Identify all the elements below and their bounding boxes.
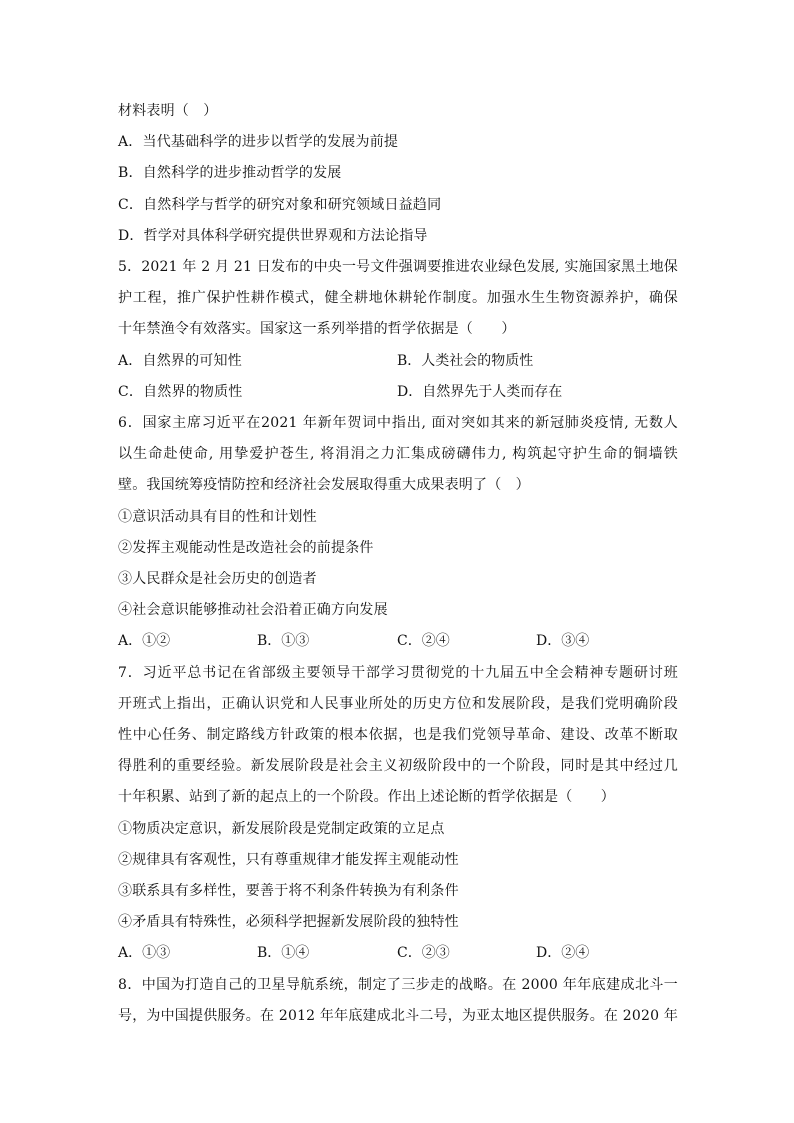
q6-item-1: ①意识活动具有目的性和计划性 <box>118 509 317 525</box>
q7-item-3: ③联系具有多样性，要善于将不利条件转换为有利条件 <box>118 883 459 899</box>
q6-line-1: 6．国家主席习近平在2021 年新年贺词中指出, 面对突如其来的新冠肺炎疫情, 无数人 <box>118 415 678 431</box>
q7-option-c: C．②③ <box>397 945 450 961</box>
q7-line-1: 7．习近平总书记在省部级主要领导干部学习贯彻党的十九届五中全会精神专题研讨班 <box>118 665 678 681</box>
q8-line-1: 8．中国为打造自己的卫星导航系统，制定了三步走的战略。在 2000 年年底建成北斗一 <box>118 977 678 993</box>
q5-line-1: 5．2021 年 2 月 21 日发布的中央一号文件强调要推进农业绿色发展, 实施国家黑土地保 <box>118 259 678 275</box>
q7-line-3: 性中心任务、制定路线方针政策的根本依据，也是我们党领导革命、建设、改革不断取 <box>118 727 678 743</box>
q5-option-c: C．自然界的物质性 <box>118 384 243 400</box>
q6-option-c: C．②④ <box>397 633 450 649</box>
q6-option-d: D．③④ <box>536 633 590 649</box>
q5-option-a: A．自然界的可知性 <box>118 353 242 369</box>
q7-item-2: ②规律具有客观性，只有尊重规律才能发挥主观能动性 <box>118 852 459 868</box>
q5-option-d: D．自然界先于人类而存在 <box>397 384 563 400</box>
q5-option-b: B．人类社会的物质性 <box>397 353 534 369</box>
q4-option-b: B．自然科学的进步推动哲学的发展 <box>118 165 342 181</box>
q5-line-3: 十年禁渔令有效落实。国家这一系列举措的哲学依据是（ ） <box>118 321 516 337</box>
q7-option-b: B．①④ <box>257 945 310 961</box>
q6-option-a: A．①② <box>118 633 171 649</box>
q4-option-d: D．哲学对具体科学研究提供世界观和方法论指导 <box>118 228 428 244</box>
q5-line-2: 护工程，推广保护性耕作模式，健全耕地休耕轮作制度。加强水生生物资源养护，确保 <box>118 290 678 306</box>
q6-line-2: 以生命赴使命, 用挚爱护苍生, 将涓涓之力汇集成磅礴伟力, 构筑起守护生命的铜墙铁 <box>118 446 678 462</box>
q7-line-4: 得胜利的重要经验。新发展阶段是社会主义初级阶段中的一个阶段，同时是其中经过几 <box>118 758 678 774</box>
q4-option-a: A．当代基础科学的进步以哲学的发展为前提 <box>118 134 399 150</box>
q7-line-2: 开班式上指出，正确认识党和人民事业所处的历史方位和发展阶段，是我们党明确阶段 <box>118 696 678 712</box>
q7-option-a: A．①③ <box>118 945 171 961</box>
q4-stem: 材料表明（ ） <box>118 103 218 119</box>
q6-option-b: B．①③ <box>257 633 310 649</box>
q8-line-2: 号，为中国提供服务。在 2012 年年底建成北斗二号，为亚太地区提供服务。在 2020 年 <box>118 1008 679 1024</box>
q7-option-d: D．②④ <box>536 945 590 961</box>
q7-item-4: ④矛盾具有特殊性，必须科学把握新发展阶段的独特性 <box>118 914 459 930</box>
q7-item-1: ①物质决定意识，新发展阶段是党制定政策的立足点 <box>118 821 445 837</box>
q6-item-3: ③人民群众是社会历史的创造者 <box>118 571 317 587</box>
q6-item-2: ②发挥主观能动性是改造社会的前提条件 <box>118 540 374 556</box>
q6-item-4: ④社会意识能够推动社会沿着正确方向发展 <box>118 602 388 618</box>
q7-line-5: 十年积累、站到了新的起点上的一个阶段。作出上述论断的哲学依据是（ ） <box>118 789 615 805</box>
q4-option-c: C．自然科学与哲学的研究对象和研究领域日益趋同 <box>118 197 442 213</box>
q6-line-3: 壁。我国统筹疫情防控和经济社会发展取得重大成果表明了（ ） <box>118 477 530 493</box>
